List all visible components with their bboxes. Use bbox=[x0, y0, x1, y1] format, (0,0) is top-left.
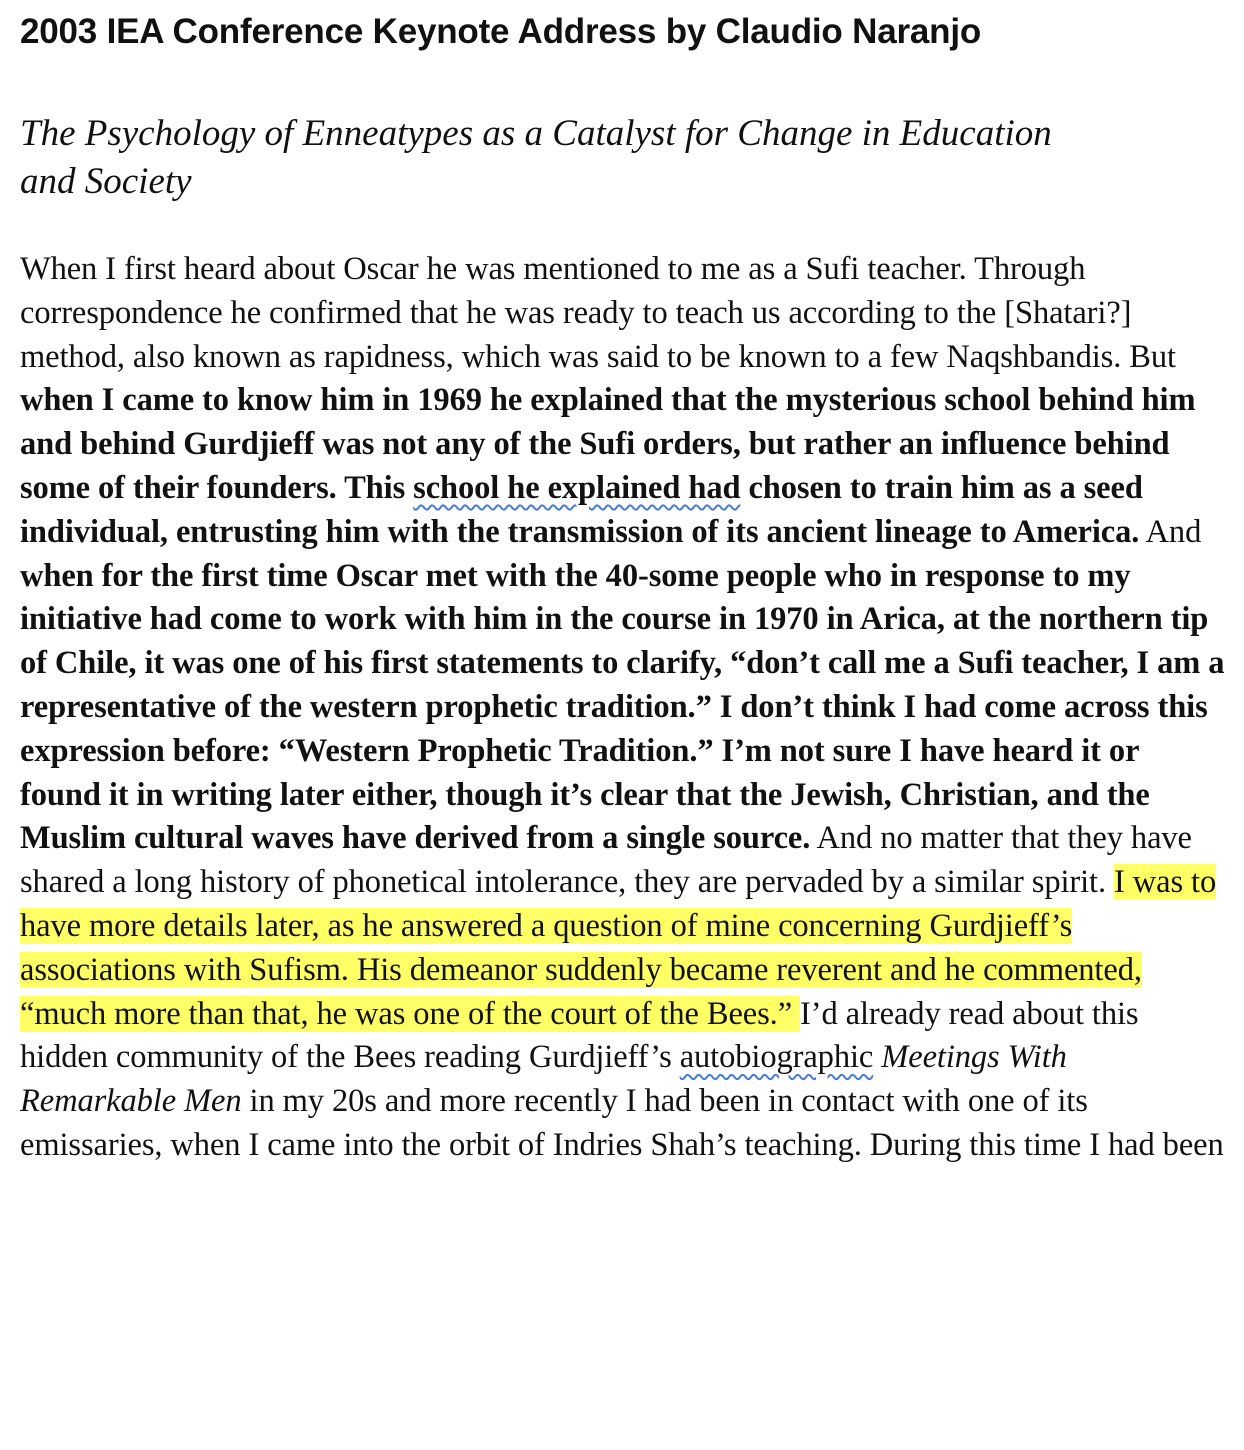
text-run-plain: And bbox=[1139, 513, 1202, 550]
text-run-spellcheck: autobiographic bbox=[679, 1039, 874, 1076]
text-run-bold: when for the first time Oscar met with the 40-some people who in response to my initiative had come to work with him in the course in 1970 in Arica, at the northern tip of Chile, it was one of his first statements to clarify, “don’t call me a Sufi teacher, I am a representative of the western prophetic tradition.” I don’t think I had come across this expression before: “Western Prophetic Tradition.” I’m not sure I have heard it or found it in writing later either, though it’s clear that the Jewish, Christian, and the Muslim cultural waves have derived from a single source. bbox=[20, 557, 1225, 857]
document-subtitle: The Psychology of Enneatypes as a Catalyst for Change in Education and Society bbox=[20, 113, 1052, 202]
text-run-plain: in my 20s and more recently I had been in contact with one of its emissaries, when I came into the orbit of Indries Shah’s teaching. During this time I had been bbox=[20, 1083, 1224, 1163]
text-run-bold: when I came to know him in 1969 he explained that the mysterious school behind him and behind Gurdjieff was not any of the Sufi orders, but rather an influence behind some of their founders. This bbox=[20, 382, 1196, 506]
document-title: 2003 IEA Conference Keynote Address by Claudio Naranjo bbox=[20, 12, 982, 51]
body-paragraph bbox=[20, 248, 1226, 1168]
text-run-plain: I’d already read about this hidden community of the Bees reading Gurdjieff’s bbox=[20, 995, 1139, 1076]
text-run-bold: chosen to train him as a seed individual, entrusting him with the transmission of its ancient lineage to America. bbox=[20, 469, 1143, 550]
text-run-plain: When I first heard about Oscar he was mentioned to me as a Sufi teacher. Through correspondence he confirmed that he was ready to teach us according to the [Shatari?] method, also known as rapidness, which was said to be known to a few Naqshbandis. But bbox=[20, 251, 1176, 375]
text-run-bold-spellcheck: school he explained had bbox=[413, 469, 741, 506]
text-run-highlighted: I was to have more details later, as he answered a question of mine concerning Gurdjieff’s associations with Sufism. His demeanor suddenly became reverent and he commented, “much more than that, he was one of the court of the Bees.” bbox=[20, 864, 1217, 1032]
text-run-plain: And no matter that they have shared a long history of phonetical intolerance, they are pervaded by a similar spirit. bbox=[20, 820, 1192, 901]
text-run-italic-book-title: Meetings With Remarkable Men bbox=[20, 1039, 1067, 1120]
